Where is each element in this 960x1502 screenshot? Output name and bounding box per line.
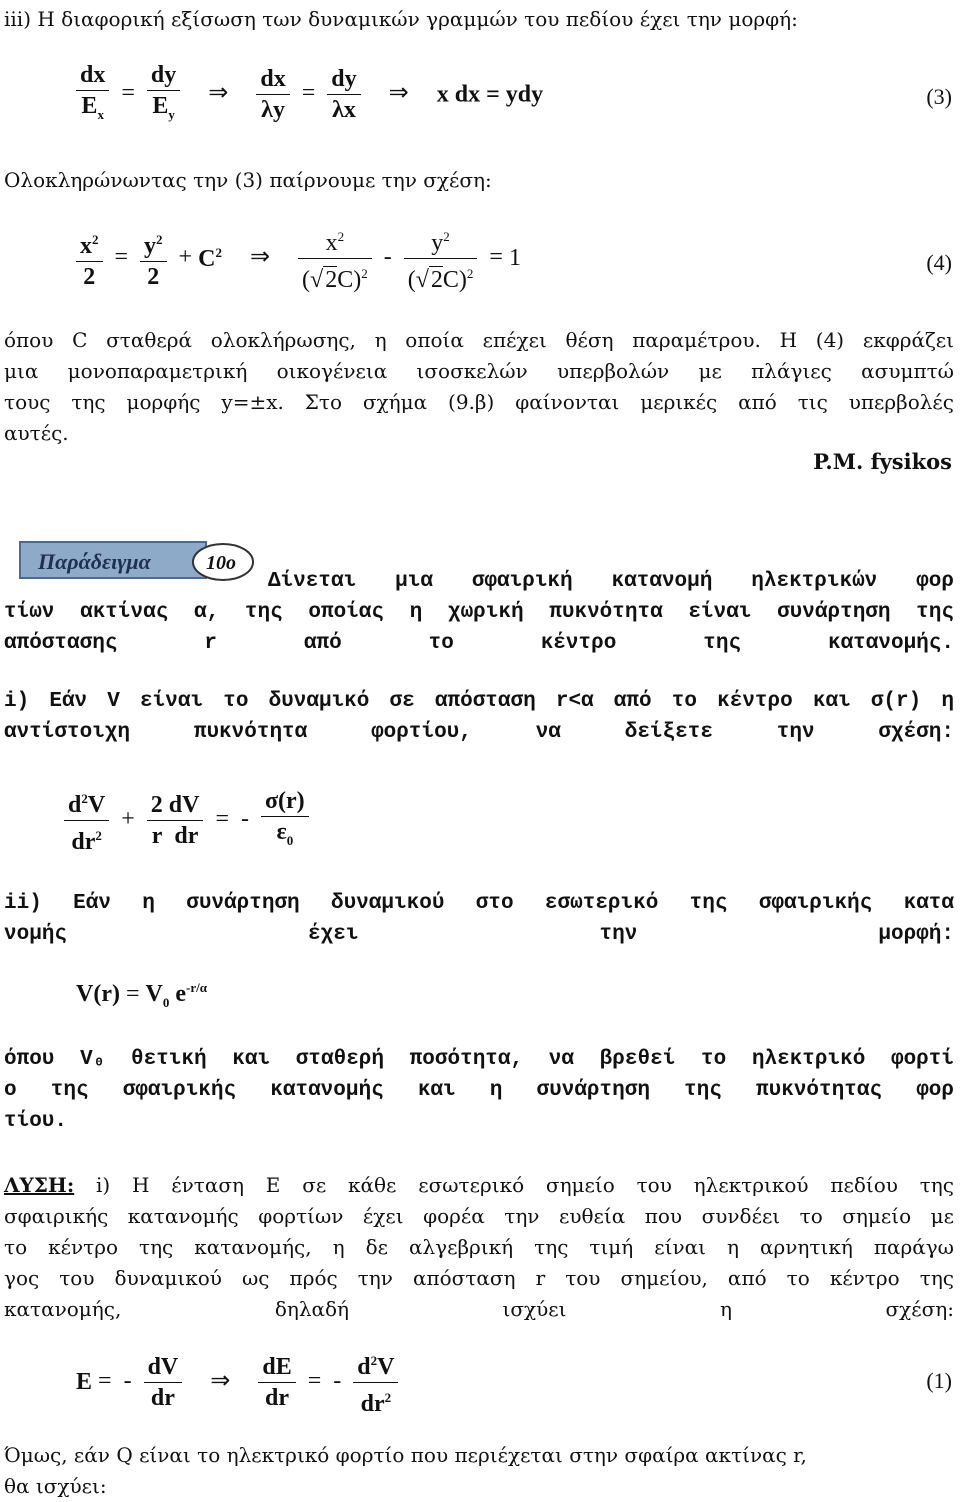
intro-line: iii) Η διαφορική εξίσωση των δυναμικών γραμμών του πεδίου έχει την μορφή: — [4, 7, 798, 31]
equation-3: $\frac{dx}{E_x}$ = $\frac{dy}{E_y}$ ⇒ $\frac{dx}{\lambda y}$ = $\frac{dy}{\lambda x}$ ⇒ x dx = ydy — [76, 60, 543, 130]
paragraph-hyperbolas: όπου C σταθερά ολοκλήρωσης, η οποία επέχει θέση παραμέτρου. Η (4) εκφράζει μια μονοπαραμετρική οικογένεια ισοσκελών υπερβολών με πλάγιες ασυμπτώ τους της μορφής y=±x. Στο σχήμα (9.β) φαίνονται μερικές από τις υπερβολές αυτές. — [4, 328, 954, 445]
integration-line: Ολοκληρώνωντας την (3) παίρνουμε την σχέση: — [4, 168, 492, 192]
closing-paragraph: Όμως, εάν Q είναι το ηλεκτρικό φορτίο που περιέχεται στην σφαίρα ακτίνας r, θα ισχύει: — [4, 1443, 807, 1498]
equation-poisson: $\frac{d^2V}{dr^2}$ + $\frac{2 dV}{\text{r dr}}$ = - $\frac{\sigma(r)}{\varepsilon_0}$ — [64, 784, 309, 857]
equation-1: E = - $\frac{dV}{dr}$ ⇒ $\frac{dE}{dr}$ = - $\frac{d^2V}{dr^2}$ — [76, 1346, 398, 1419]
equation-4: $\frac{x^2}{2}$ = $\frac{y^2}{2}$ + $C^2$ ⇒ $\frac{x^2}{(√2C)^2}$ - $\frac{y^2}{(√2C)^2}$ = 1 — [76, 222, 521, 295]
solution-paragraph: ΛΥΣΗ: i) Η ένταση E σε κάθε εσωτερικό σημείο του ηλεκτρικού πεδίου της σφαιρικής κατανομής φορτίων έχει φορέα την ευθεία που συνδέει το σημείο με το κέντρο της κατανομής, η δε αλγεβρική της τιμή είναι η αρνητική παράγω γος του δυναμικού ως πρός την απόσταση r του σημείου, από το κέντρο της κατανομής, δηλαδή ισχύει η σχέση: — [4, 1173, 954, 1321]
example-badge-label: Παράδειγμα — [38, 549, 151, 574]
signature: P.M. fysikos — [813, 449, 952, 474]
example-badge-number: 10ο — [206, 552, 236, 574]
question-ii: ii) Εάν η συνάρτηση δυναμικού στο εσωτερικό της σφαιρικής κατα νομής έχει την μορφή: — [4, 892, 954, 946]
question-i: i) Εάν V είναι το δυναμικό σε απόσταση r<α από το κέντρο και σ(r) η αντίστοιχη πυκνότητα φορτίου, να δείξετε την σχέση: — [4, 690, 954, 744]
example-statement: Δίνεται μια σφαιρική κατανομή ηλεκτρικών φορ τίων ακτίνας α, της οποίας η χωρική πυκνότητα είναι συνάρτηση της απόστασης r από το κέντρο της κατανομής. — [4, 570, 954, 655]
equation-potential: $V(r) = V_0$ $e^{-r/\alpha}$ — [76, 980, 207, 1010]
equation-3-tag: (3) — [926, 84, 952, 109]
question-ii-goal: όπου V₀ θετική και σταθερή ποσότητα, να βρεθεί το ηλεκτρικό φορτί ο της σφαιρικής κατανομής και η συνάρτηση της πυκνότητας φορ τίου. — [4, 1048, 954, 1133]
equation-4-tag: (4) — [926, 250, 952, 275]
solution-label: ΛΥΣΗ: — [4, 1173, 75, 1197]
equation-1-tag: (1) — [926, 1368, 952, 1393]
